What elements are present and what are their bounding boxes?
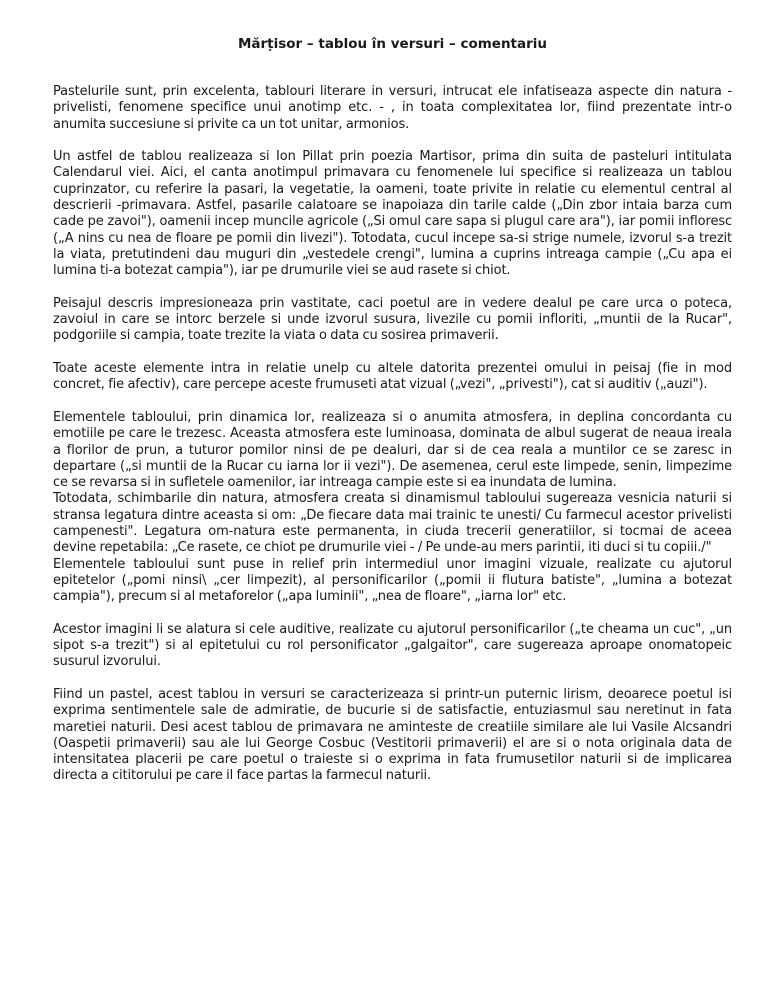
paragraph-gap bbox=[53, 133, 732, 149]
paragraph-lirism: Fiind un pastel, acest tablou in versuri se caracterizeaza si printr-un puternic lirism, deoarece poetul isi exprima sentimentele sale de admiratie, de bucurie si de satisfactie, entuziasmul sau neretinut in fata maretiei naturii. Desi acest tablou de primavara ne aminteste de creatiile similare ale lui Vasile Alcsandri (Oaspetii primaverii) sau ale lui George Cosbuc (Vestitorii primaverii) el are si o nota originala data de intensitatea placerii pe care poetul o traieste si o exprima in fata frumusetilor naturii si de implicarea directa a cititorului pe care il face partas la farmecul naturii. bbox=[53, 686, 732, 784]
paragraph-gap bbox=[53, 394, 732, 410]
paragraph-gap bbox=[53, 671, 732, 687]
paragraph-elemente: Toate aceste elemente intra in relatie unelp cu altele datorita prezentei omului in peisaj (fie in mod concret, fie afectiv), care percepe aceste frumuseti atat vizual („vezi", „privesti"), cat si auditiv („auzi"). bbox=[53, 361, 732, 393]
paragraph-imagini-vizuale: Elementele tabloului sunt puse in relief prin intermediul unor imagini vizuale, realizate cu ajutorul epitetelor („pomi ninsi\ „cer limpezit), al personificarilor („pomii ii flutura batiste", „lumina a botezat campia"), precum si al metaforelor („apa luminii", „nea de floare", „iarna lor" etc. bbox=[53, 556, 732, 605]
paragraph-pillat: Un astfel de tablou realizeaza si Ion Pillat prin poezia Martisor, prima din suita de pasteluri intitulata Calendarul viei. Aici, el canta anotimpul primavara cu fenomenele lui specifice si realizeaza un tablou cuprinzator, cu referire la pasari, la vegetatie, la oameni, toate privite in relatie cu elementul central al descrierii -primavara. Astfel, pasarile calatoare se inapoiaza din tarile calde („Din zbor intaia barza cum cade pe zavoi"), oamenii incep muncile agricole („Si omul care sapa si plugul care ara"), iar pomii infloresc („A nins cu nea de floare pe pomii din livezi"). Totodata, cucul incepe sa-si strige numele, izvorul s-a trezit la viata, pretutindeni dau muguri din „vestedele crengi", lumina a cuprins intreaga campie („Cu apa ei lumina ti-a botezat campia"), iar pe drumurile viei se aud rasete si chiot. bbox=[53, 149, 732, 279]
document-title: Mărțisor – tablou în versuri – comentariu bbox=[237, 36, 548, 52]
paragraph-intro: Pastelurile sunt, prin excelenta, tablouri literare in versuri, intrucat ele infatiseaza aspecte din natura - privelisti, fenomene specifice unui anotimp etc. - , in toata complexitatea lor, fiind prezentate intr-o anumita succesiune si privite ca un tot unitar, armonios. bbox=[53, 84, 732, 132]
paragraph-imagini-auditive: Acestor imagini li se alatura si cele auditive, realizate cu ajutorul personificarilor („te cheama un cuc", „un sipot s-a trezit") si al epitetului cu rol personificator „galgaitor", care sugereaza aproape onomatopeic susurul izvorului. bbox=[53, 621, 732, 670]
paragraph-peisaj: Peisajul descris impresioneaza prin vastitate, caci poetul are in vedere dealul pe care urca o poteca, zavoiul in care se intorc berzele si unde izvorul susura, livezile cu pomii infloriti, „muntii de la Rucar", podgoriile si campia, toate trezite la viata o data cu sosirea primaverii. bbox=[53, 295, 732, 344]
paragraph-totodata: Totodata, schimbarile din natura, atmosfera creata si dinamismul tabloului sugereaza vesnicia naturii si stransa legatura dintre aceasta si om: „De fiecare data mai trainic te unesti/ Cu farmecul acestor privelisti campenesti". Legatura om-natura este permanenta, in ciuda trecerii generatiilor, si tocmai de aceea devine repetabila: „Ce rasete, ce chiot pe drumurile viei - / Pe unde-au mers parintii, iti duci si tu copiii./" bbox=[53, 491, 732, 556]
paragraph-atmosfera: Elementele tabloului, prin dinamica lor, realizeaza si o anumita atmosfera, in deplina concordanta cu emotiile pe care le trezesc. Aceasta atmosfera este luminoasa, dominata de albul sugerat de neaua ireala a florilor de prun, a tuturor pomilor ninsi de pe dealuri, dar si de cea reala a muntilor ce se zaresc in departare („si muntii de la Rucar cu iarna lor ii vezi"). De asemenea, cerul este limpede, senin, limpezime ce se revarsa si in sufletele oamenilor, iar intreaga campie este si ea inundata de lumina. bbox=[53, 409, 732, 491]
document-page bbox=[53, 34, 732, 785]
paragraph-gap bbox=[53, 280, 732, 296]
paragraph-gap bbox=[53, 606, 732, 622]
paragraph-gap bbox=[53, 345, 732, 361]
